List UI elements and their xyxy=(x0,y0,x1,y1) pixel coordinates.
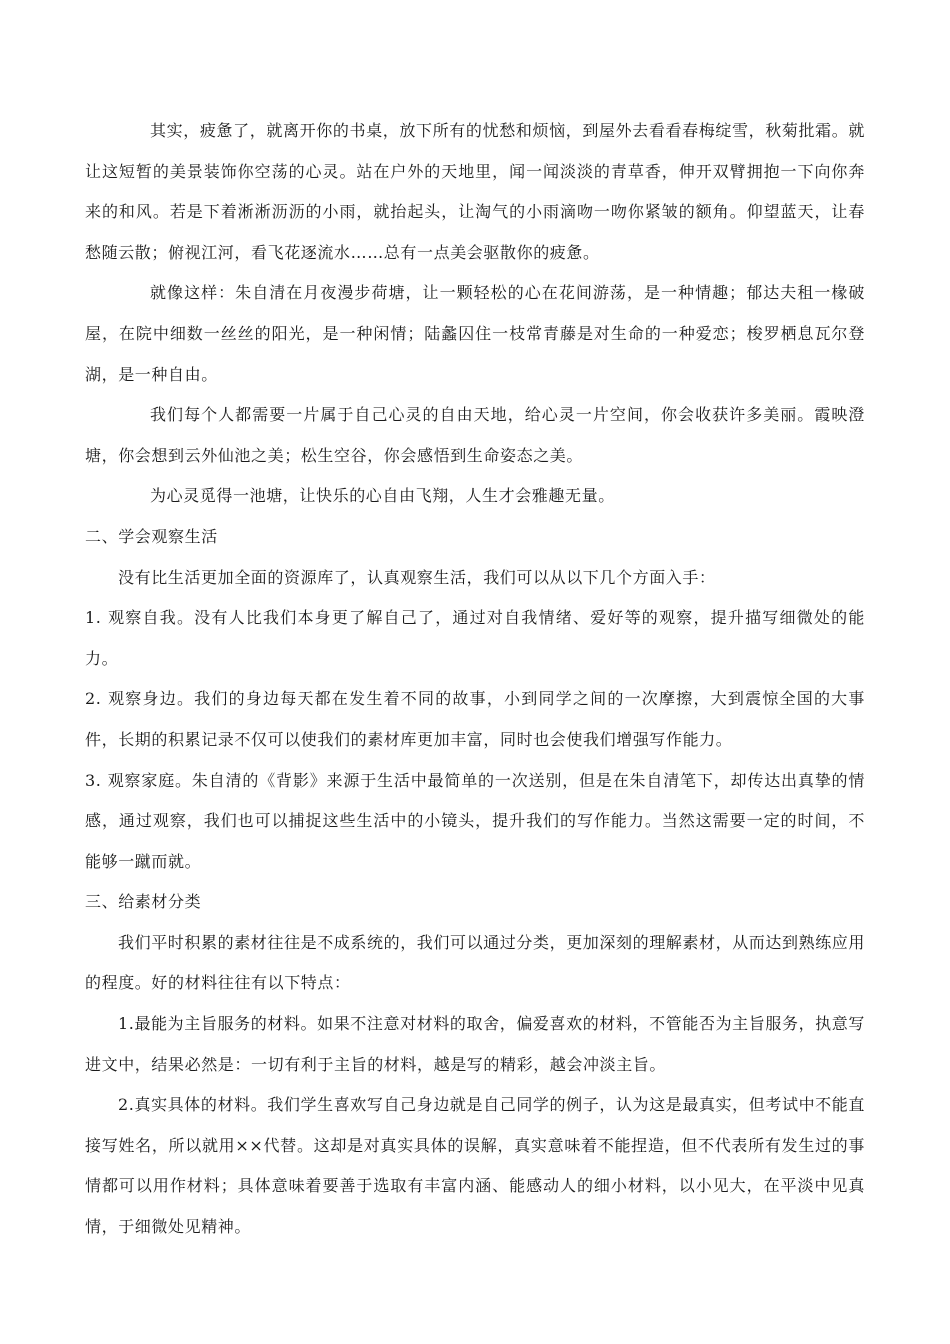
section-heading-classify: 三、给素材分类 xyxy=(85,892,202,912)
section-intro-classify: 我们平时积累的素材往往是不成系统的，我们可以通过分类，更加深刻的理解素材，从而达到熟练应用的程度。好的材料往往有以下特点： xyxy=(85,932,866,993)
section-intro-observe: 没有比生活更加全面的资源库了，认真观察生活，我们可以从以下几个方面入手： xyxy=(118,567,716,587)
paragraph-conclusion: 为心灵觅得一池塘，让快乐的心自由飞翔，人生才会雅趣无量。 xyxy=(150,486,615,506)
list-item-text: 观察自我。没有人比我们本身更了解自己了，通过对自我情绪、爱好等的观察，提升描写细微处的能力。 xyxy=(85,608,865,668)
paragraph-freedom: 我们每个人都需要一片属于自己心灵的自由天地，给心灵一片空间，你会收获许多美丽。霞映澄塘，你会想到云外仙池之美；松生空谷，你会感悟到生命姿态之美。 xyxy=(85,405,865,465)
section-heading-observe: 二、学会观察生活 xyxy=(85,526,218,546)
list-item-number: 2. xyxy=(85,689,102,709)
point-real-concrete: 2.真实具体的材料。我们学生喜欢写自己身边就是自己同学的例子，认为这是最真实，但考试中不能直接写姓名，所以就用××代替。这却是对真实具体的误解，真实意味着不能捏造，但不代表所有发生过的事情都可以用作材料；具体意味着要善于选取有丰富内涵、能感动人的细小材料，以小见大，在平淡中见真情，于细微处见精神。 xyxy=(85,1095,865,1237)
list-item xyxy=(85,598,865,679)
list-item-text: 观察家庭。朱自清的《背影》来源于生活中最简单的一次送别，但是在朱自清笔下，却传达出真挚的情感，通过观察，我们也可以捕捉这些生活中的小镜头，提升我们的写作能力。当然这需要一定的时间，不能够一蹴而就。 xyxy=(85,770,865,871)
point-main-theme: 1.最能为主旨服务的材料。如果不注意对材料的取舍，偏爱喜欢的材料，不管能否为主旨服务，执意写进文中，结果必然是：一切有利于主旨的材料，越是写的精彩，越会冲淡主旨。 xyxy=(85,1014,865,1074)
list-item xyxy=(85,679,865,760)
list-item-number: 3. xyxy=(85,770,102,790)
document-page xyxy=(85,111,865,1248)
paragraph-relax: 其实，疲惫了，就离开你的书桌，放下所有的忧愁和烦恼，到屋外去看看春梅绽雪，秋菊批霜。就让这短暂的美景装饰你空荡的心灵。站在户外的天地里，闻一闻淡淡的青草香，伸开双臂拥抱一下向你奔来的和风。若是下着淅淅沥沥的小雨，就抬起头，让淘气的小雨滴吻一吻你紧皱的额角。仰望蓝天，让春愁随云散；俯视江河，看飞花逐流水……总有一点美会驱散你的疲惫。 xyxy=(85,121,865,262)
paragraph-examples: 就像这样：朱自清在月夜漫步荷塘，让一颗轻松的心在花间游荡，是一种情趣；郁达夫租一椽破屋，在院中细数一丝丝的阳光，是一种闲情；陆蠡囚住一枝常青藤是对生命的一种爱恋；梭罗栖息瓦尔登湖，是一种自由。 xyxy=(85,283,865,384)
list-item xyxy=(85,761,865,883)
list-item-text: 观察身边。我们的身边每天都在发生着不同的故事，小到同学之间的一次摩擦，大到震惊全国的大事件，长期的积累记录不仅可以使我们的素材库更加丰富，同时也会使我们增强写作能力。 xyxy=(85,689,865,749)
list-item-number: 1. xyxy=(85,608,102,628)
